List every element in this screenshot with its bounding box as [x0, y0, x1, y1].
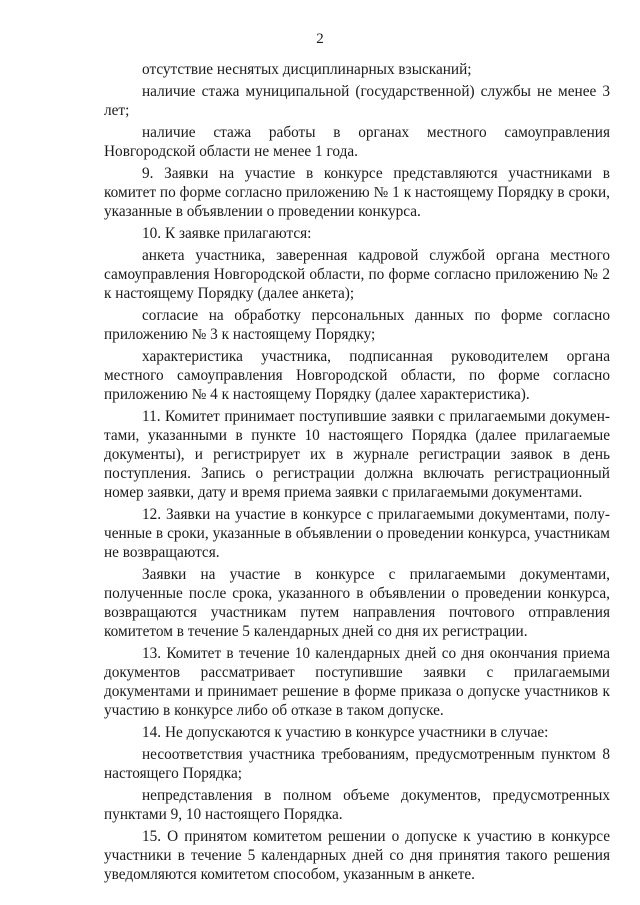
paragraph-item-13: 13. Комитет в течение 10 календарных дней со дня окончания приема документов рассматривает поступившие заявки с прилагаемыми документами и принимает решение в форме приказа о допуске участников к участию в конкурсе либо об отказе в таком допуске. [104, 645, 610, 719]
paragraph-item-9: 9. Заявки на участие в конкурсе представляются участниками в комитет по форме согласно приложению № 1 к настоящему Порядку в сроки, указанные в объявлении о проведении конкурса. [104, 165, 610, 220]
paragraph-item-15: 15. О принятом комитетом решении о допуске к участию в конкурсе участники в течение 5 календарных дней со дня принятия такого решения уведомляются комитетом способом, указанным в анкете. [104, 828, 610, 883]
paragraph-local-government: наличие стажа работы в органах местного самоуправления Новгородской области не менее 1 года. [104, 124, 610, 160]
paragraph-questionnaire: анкета участника, заверенная кадровой службой органа местного самоуправления Новгородской области, по форме согласно приложению № 2 к настоящему Порядку (далее анкета); [104, 247, 610, 302]
paragraph-item-10: 10. К заявке прилагаются: [142, 225, 312, 242]
paragraph-late-applications: Заявки на участие в конкурсе с прилагаемыми документами, полученные после срока, указанного в объявлении о проведении конкурса, возвращаются участникам путем направления почтового отправления комитетом в течение 5 календарных дней со дня их регистрации. [104, 566, 610, 640]
paragraph-characteristic: характеристика участника, подписанная руководителем органа местного самоуправления Новгородской области, по форме согласно приложению № 4 к настоящему Порядку (далее характеристика). [104, 348, 610, 403]
paragraph-municipal-service: наличие стажа муниципальной (государственной) службы не менее 3 лет; [104, 83, 610, 119]
paragraph-consent: согласие на обработку персональных данных по форме согласно приложению № 3 к настоящему Порядку; [104, 307, 610, 343]
document-body [104, 60, 610, 884]
paragraph-nonconformity: несоответствия участника требованиям, предусмотренным пунктом 8 настоящего Порядка; [104, 746, 610, 782]
paragraph-item-12: 12. Заявки на участие в конкурсе с прилагаемыми документами, полу-ченные в сроки, указанные в объявлении о проведении конкурса, участникам не возвращаются. [104, 506, 610, 561]
paragraph-disciplinary: отсутствие неснятых дисциплинарных взысканий; [142, 61, 472, 78]
paragraph-incomplete-documents: непредставления в полном объеме документов, предусмотренных пунктами 9, 10 настоящего Порядка. [104, 787, 610, 823]
paragraph-item-11: 11. Комитет принимает поступившие заявки с прилагаемыми докумен-тами, указанными в пункте 10 настоящего Порядка (далее прилагаемые документы), и регистрирует их в журнале регистрации заявок в день поступления. Запись о регистрации должна включать регистрационный номер заявки, дату и время приема заявки с прилагаемыми документами. [104, 408, 610, 501]
paragraph-item-14: 14. Не допускаются к участию в конкурсе участники в случае: [142, 724, 549, 741]
page-number: 2 [316, 31, 324, 47]
